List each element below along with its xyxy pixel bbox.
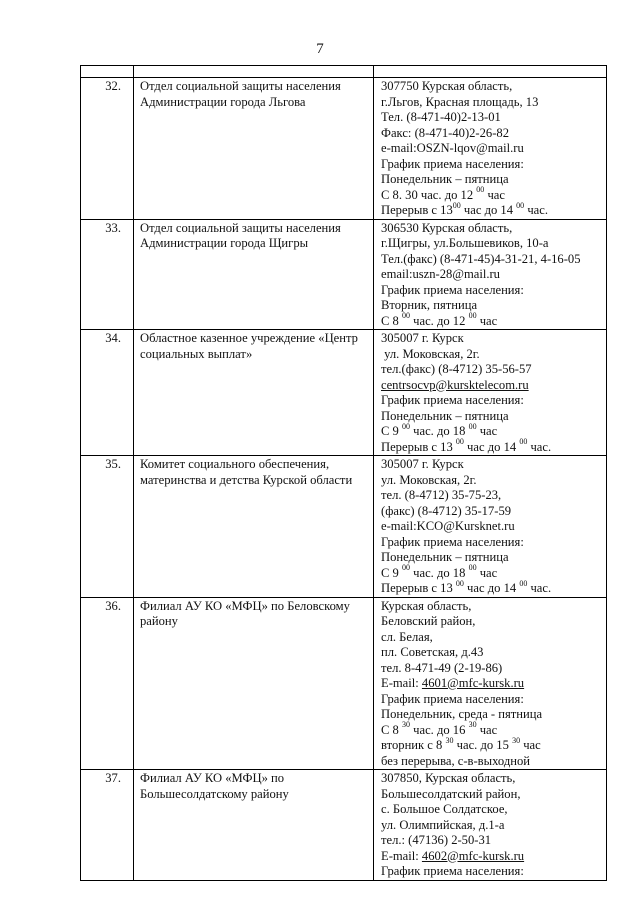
- contact-line: тел.(факс) (8-4712) 35-56-57: [381, 362, 532, 376]
- table-row: [81, 78, 607, 220]
- contact-details: [374, 597, 607, 770]
- contact-line: График приема населения:: [381, 534, 524, 549]
- header-cell-name: [134, 66, 374, 78]
- contact-line: Курская область,: [381, 598, 472, 613]
- contact-line: График приема населения:: [381, 393, 524, 407]
- contact-line: Перерыв с $13^{00}$ час до 14 $^{00}$ час.: [381, 200, 548, 217]
- contact-line: Перерыв с 13 $^{00}$ час до 14 $^{00}$ час.: [381, 578, 552, 595]
- header-cell-address: [374, 66, 607, 78]
- contact-line: 307850, Курская область,: [381, 771, 516, 785]
- contact-line: График приема населения:: [381, 864, 524, 878]
- table-row: [81, 770, 607, 881]
- contact-line: С 8 $^{00}$ час. до 12 $^{00}$ час: [381, 311, 498, 328]
- organization-name: Отдел социальной защиты населения Администрации города Щигры: [134, 219, 374, 330]
- table-row: [81, 330, 607, 456]
- contact-details: [374, 456, 607, 598]
- contact-details: [374, 219, 607, 330]
- contact-line: Беловский район,: [381, 614, 476, 628]
- offices-table-body: [81, 66, 607, 881]
- contact-line: тел. (8-4712) 35-75-23,: [381, 488, 502, 502]
- contact-line: График приема населения:: [381, 691, 524, 706]
- contact-line: Вторник, пятница: [381, 298, 478, 312]
- contact-line: ул. Олимпийская, д.1-а: [381, 817, 505, 832]
- contact-line: E-mail: 4601@mfc-kursk.ru: [381, 676, 525, 690]
- contact-line: пл. Советская, д.43: [381, 645, 484, 659]
- contact-line: График приема населения:: [381, 282, 524, 297]
- row-number: 33.: [81, 219, 134, 330]
- contact-line: с. Большое Солдатское,: [381, 802, 508, 816]
- contact-line: email:uszn-28@mail.ru: [381, 267, 500, 281]
- row-number: 34.: [81, 330, 134, 456]
- organization-name: Отдел социальной защиты населения Администрации города Льгова: [134, 78, 374, 220]
- contact-line: Понедельник, среда - пятница: [381, 707, 543, 721]
- organization-name: Комитет социального обеспечения, материнства и детства Курской области: [134, 456, 374, 598]
- row-number: 32.: [81, 78, 134, 220]
- table-row: [81, 456, 607, 598]
- contact-details: [374, 770, 607, 881]
- contact-line: С 9 $^{00}$ час. до 18 $^{00}$ час: [381, 563, 498, 580]
- contact-line: сл. Белая,: [381, 629, 433, 644]
- contact-line: С 9 $^{00}$ час. до 18 $^{00}$ час: [381, 421, 498, 438]
- contact-line: Понедельник – пятница: [381, 172, 509, 186]
- row-number: 36.: [81, 597, 134, 770]
- organization-name: Филиал АУ КО «МФЦ» по Большесолдатскому району: [134, 770, 374, 881]
- contact-line: Понедельник – пятница: [381, 408, 509, 423]
- contact-line: Понедельник – пятница: [381, 550, 509, 564]
- contact-line: Перерыв с 13 $^{00}$ час до 14 $^{00}$ час.: [381, 437, 552, 454]
- contact-line: г.Щигры, ул.Большевиков, 10-а: [381, 236, 549, 250]
- contact-line: Тел. (8-471-40)2-13-01: [381, 110, 501, 124]
- contact-line: E-mail: 4602@mfc-kursk.ru: [381, 848, 525, 863]
- contact-line: Большесолдатский район,: [381, 786, 521, 801]
- contact-line: тел. 8-471-49 (2-19-86): [381, 660, 503, 675]
- contact-line: С 8. 30 час. до 12 $^{00}$ час: [381, 185, 505, 202]
- contact-line: 307750 Курская область,: [381, 79, 513, 93]
- contact-line: 305007 г. Курск: [381, 331, 464, 345]
- contact-line: e-mail:KCO@Kursknet.ru: [381, 519, 515, 533]
- contact-details: [374, 330, 607, 456]
- contact-line: Тел.(факс) (8-471-45)4-31-21, 4-16-05: [381, 251, 581, 266]
- contact-line: Факс: (8-471-40)2-26-82: [381, 125, 510, 140]
- page-number: 7: [316, 41, 324, 57]
- table-header-row: [81, 66, 607, 78]
- contact-line: ул. Моковская, 2г.: [381, 346, 480, 361]
- contact-line: 306530 Курская область,: [381, 220, 513, 235]
- table-row: [81, 219, 607, 330]
- header-cell-num: [81, 66, 134, 78]
- contact-line: С 8 $^{30}$ час. до 16 $^{30}$ час: [381, 720, 498, 737]
- contact-line: вторник с 8 $^{30}$ час. до 15 $^{30}$ час: [381, 735, 541, 752]
- table-row: [81, 597, 607, 770]
- organization-name: Филиал АУ КО «МФЦ» по Беловскому району: [134, 597, 374, 770]
- organization-name: Областное казенное учреждение «Центр социальных выплат»: [134, 330, 374, 456]
- contact-line[interactable]: centrsocvp@kursktelecom.ru: [381, 377, 529, 392]
- contact-line: (факс) (8-4712) 35-17-59: [381, 503, 512, 518]
- contact-details: [374, 78, 607, 220]
- contact-line: тел.: (47136) 2-50-31: [381, 833, 492, 847]
- row-number: 37.: [81, 770, 134, 881]
- contact-line: 305007 г. Курск: [381, 457, 464, 471]
- contact-line: г.Льгов, Красная площадь, 13: [381, 94, 539, 109]
- contact-line: График приема населения:: [381, 156, 524, 171]
- row-number: 35.: [81, 456, 134, 598]
- offices-table: [80, 65, 607, 881]
- contact-line: e-mail:OSZN-lqov@mail.ru: [381, 141, 524, 155]
- contact-line: без перерыва, с-в-выходной: [381, 753, 531, 768]
- contact-line: ул. Моковская, 2г.: [381, 472, 477, 487]
